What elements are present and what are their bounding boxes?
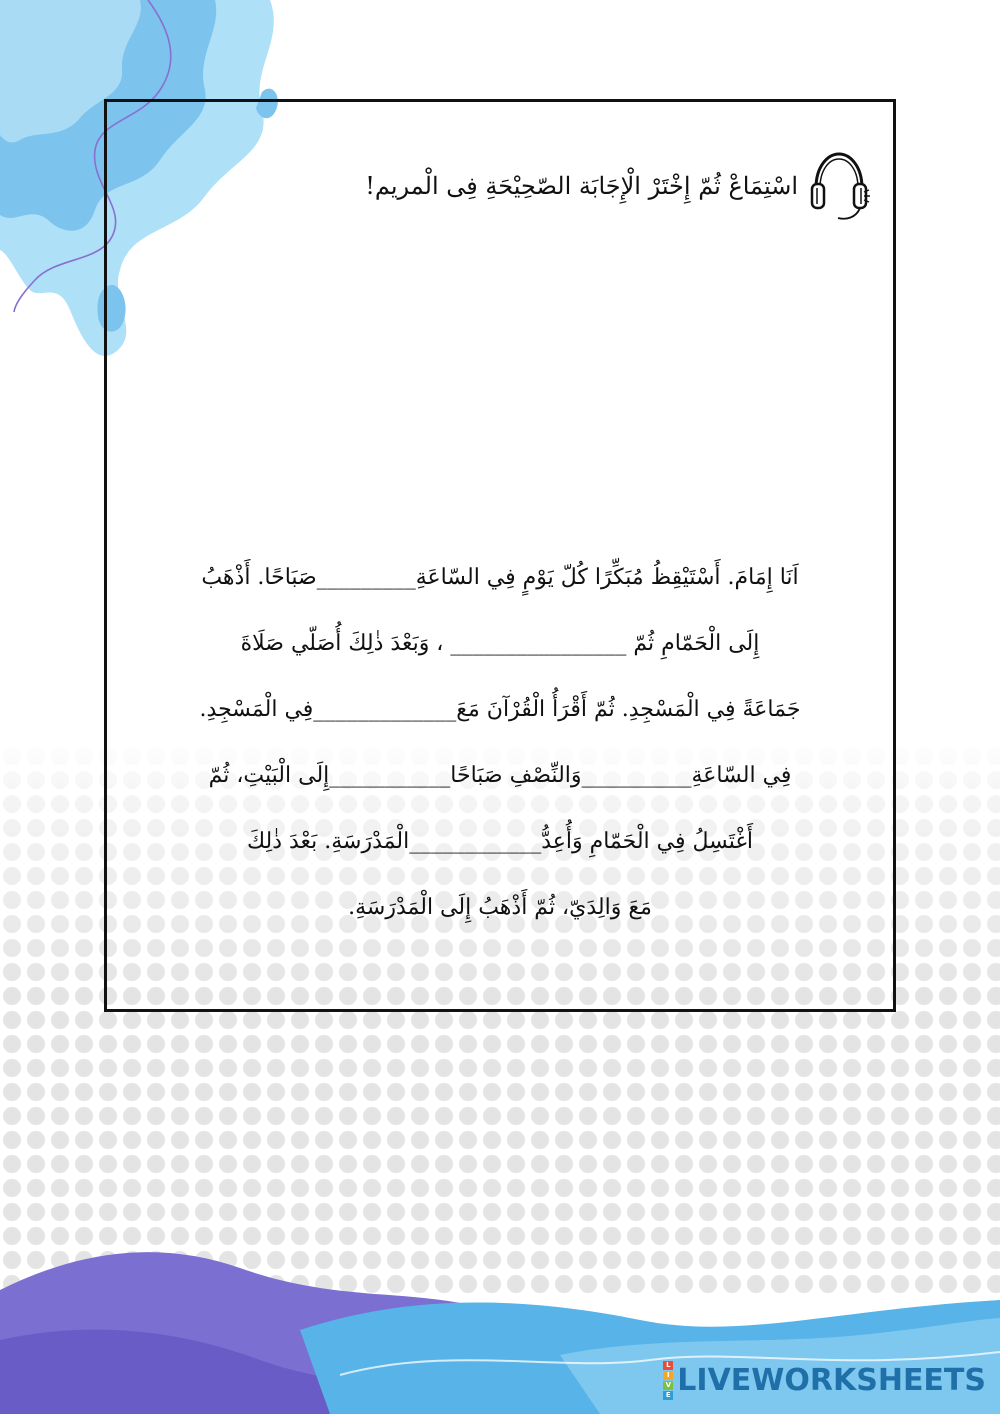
passage-line-4: فِي السّاعَةِ__________وَالنِّصْفِ صَبَاحًا___________إِلَى الْبَيْتِ، ثُمّ bbox=[208, 763, 792, 788]
passage-line-1: اَنَا إِمَامَ. أَسْتَيْقِظُ مُبَكِّرًا كُلّ يَوْمٍ فِي السّاعَةِ_________صَبَاحًا. أَذْهَبُ bbox=[201, 565, 799, 590]
headphones-icon bbox=[808, 148, 870, 224]
passage-line-5: أَغْتَسِلُ فِي الْحَمّامِ وَأُعِدُّ____________الْمَدْرَسَةِ. بَعْدَ ذٰلِكَ bbox=[246, 829, 754, 854]
liveworksheets-logo-icon: L I V E bbox=[663, 1361, 673, 1400]
passage bbox=[150, 545, 850, 941]
instruction-header bbox=[250, 146, 870, 226]
watermark-text: LIVEWORKSHEETS bbox=[677, 1362, 986, 1398]
passage-line-6: مَعَ وَالِدَيّ، ثُمّ أَذْهَبُ إِلَى الْمَدْرَسَةِ. bbox=[348, 895, 652, 920]
passage-line-3: جَمَاعَةً فِي الْمَسْجِدِ. ثُمّ أَقْرَأُ الْقُرْآنَ مَعَ_____________فِي الْمَسْجِدِ. bbox=[199, 697, 801, 722]
instruction-title: اسْتِمَاعْ ثُمّ إِخْتَرْ الْإِجَابَة الصّحِيْحَةِ فِى الْمريم! bbox=[365, 172, 798, 200]
liveworksheets-watermark bbox=[663, 1360, 986, 1400]
passage-line-2: إِلَى الْحَمّامِ ثُمّ ________________ ، وَبَعْدَ ذٰلِكَ أُصَلّي صَلَاةَ bbox=[240, 631, 760, 656]
